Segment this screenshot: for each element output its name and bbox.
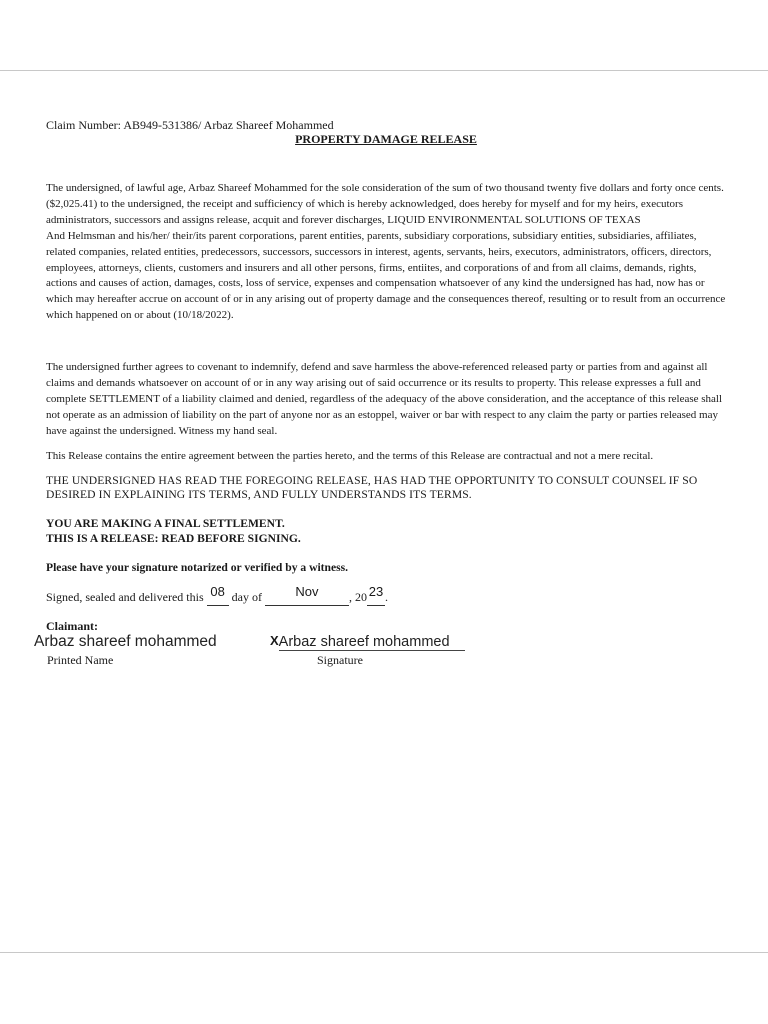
printed-name-field[interactable]: Arbaz shareef mohammed [34,632,217,650]
claim-number: Claim Number: AB949-531386/ Arbaz Shareef Mohammed [46,118,334,132]
paragraph-entire-agreement: This Release contains the entire agreement between the parties hereto, and the terms of this Release are contractual and not a mere recital. [46,449,654,462]
day-field[interactable]: 08 [207,589,229,606]
signature-x-mark: X [270,632,279,648]
month-field[interactable]: Nov [265,589,349,606]
page-top-rule [0,70,768,71]
document-title: PROPERTY DAMAGE RELEASE [295,132,477,146]
signature-field[interactable] [270,633,465,651]
paragraph-release [46,181,726,324]
release-document [34,118,726,673]
claimant-signature-row [34,633,726,673]
signed-date-line: Signed, sealed and delivered this 08 day of Nov , 20 23 . [46,583,388,604]
signature-value: Arbaz shareef mohammed [279,634,465,651]
signature-label: Signature [317,652,363,667]
release-parties: ($2,025.41) to the undersigned, the receipt and sufficiency of which is hereby acknowledged, does hereby for myself and for my heirs, executors administrators, successors and assigns release, acquit and forever discharges, LIQUID ENVIRONMENTAL SOLUTIONS OF TEXAS [46,197,683,226]
release-consideration: The undersigned, of lawful age, Arbaz Shareef Mohammed for the sole consideration of the sum of two thousand twenty five dollars and forty once cents. [46,182,724,194]
release-scope: And Helmsman and his/her/ their/its parent corporations, parent entities, parents, subsidiary corporations, subsidiary entities, subsidiaries, affiliates, related companies, related entities, predecessors, successors, successors in interest, agents, servants, heirs, executors, administrators, officers, directors, employees, attorneys, clients, customers and insurers and all other persons, firms, entiites, and corporations of and from all claims, demands, rights, actions and causes of action, damages, costs, loss of service, expenses and compensation whatsoever of any kind the undersigned has had, now has or which may hereafter accrue on account of or in any arising out of property damage and the consequences thereof, resulting or to result from an occurrence which happened on or about (10/18/2022). [46,229,726,322]
paragraph-indemnify: The undersigned further agrees to covenant to indemnify, defend and save harmless the above-referenced released party or parties from and against all claims and demands whatsoever on account of or in any way arising out of said occurrence or its results to property. This release expresses a full and complete SETTLEMENT of a liability claimed and denied, regardless of the adequacy of the above consideration, and the acceptance of this release shall not operate as an admission of liability on the part of anyone nor as an estoppel, waiver or bar with respect to any claim the party or parties released may have against the undersigned. Witness my hand seal. [46,361,723,437]
notarize-note: Please have your signature notarized or verified by a witness. [46,560,349,574]
read-before-signing-warning: THIS IS A RELEASE: READ BEFORE SIGNING. [46,531,301,545]
final-settlement-warning: YOU ARE MAKING A FINAL SETTLEMENT. [46,516,285,530]
claimant-label: Claimant: [46,618,98,633]
page-bottom-rule [0,952,768,953]
year-field[interactable]: 23 [367,589,385,606]
acknowledgement-statement: THE UNDERSIGNED HAS READ THE FOREGOING RELEASE, HAS HAD THE OPPORTUNITY TO CONSULT COUNSEL IF SO DESIRED IN EXPLAINING ITS TERMS, AND FULLY UNDERSTANDS ITS TERMS. [46,473,698,501]
printed-name-label: Printed Name [47,652,114,667]
